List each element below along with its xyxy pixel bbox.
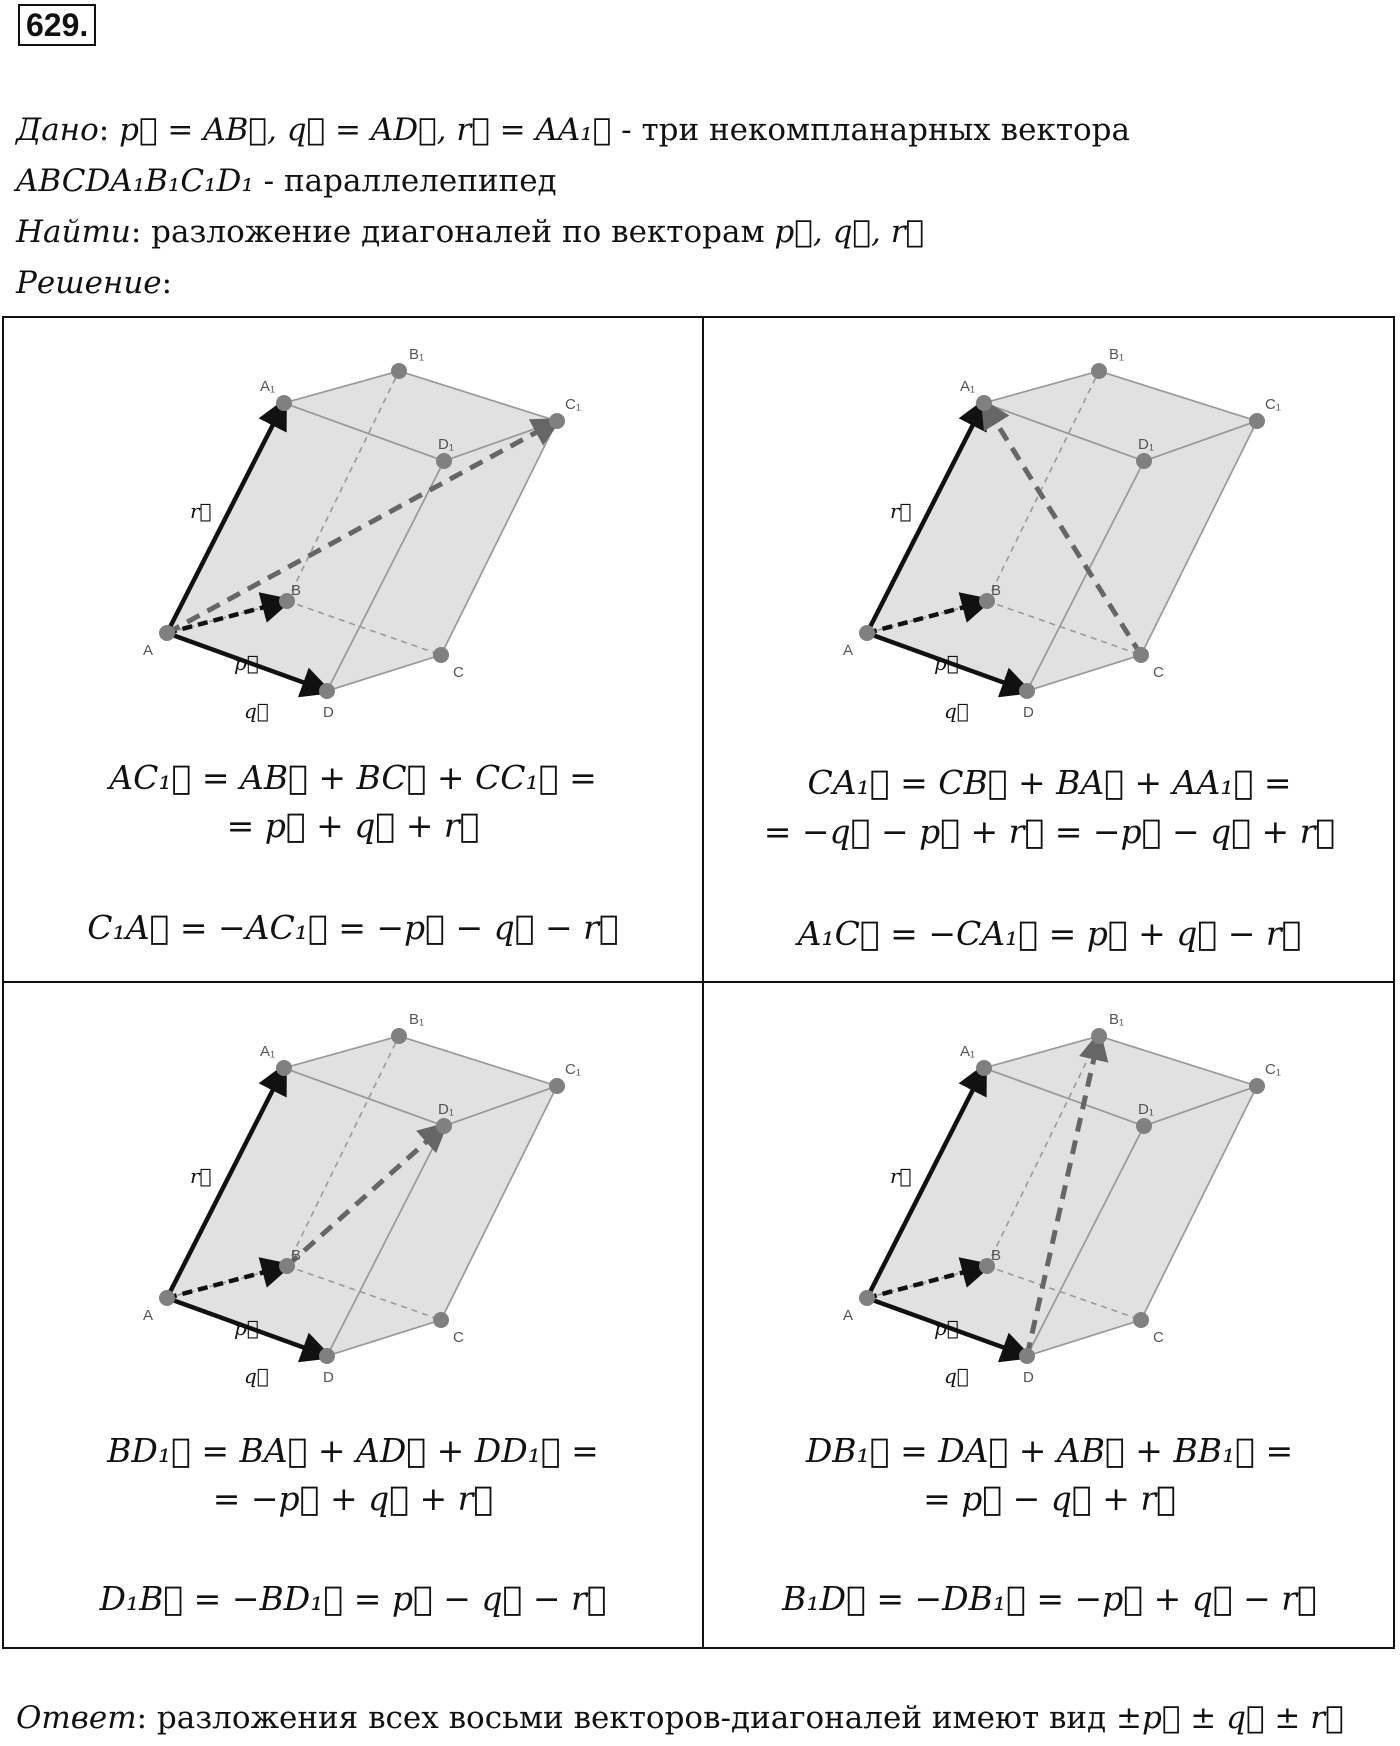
vertex-d1 — [1136, 1118, 1152, 1134]
vertex-label-c: C — [453, 1329, 464, 1346]
solution-label: Решение — [16, 265, 162, 301]
given-label: Дано — [16, 112, 99, 148]
vertex-label-a1: A₁ — [260, 378, 276, 395]
cell-ca1 — [704, 318, 1395, 981]
vector-label-q: q⃗ — [944, 1364, 969, 1388]
equation-2: = p⃗ − q⃗ + r⃗ — [923, 1479, 1176, 1518]
vertex-d — [319, 683, 335, 699]
vertex-b1 — [391, 363, 407, 379]
given-text: - три некомпланарных вектора — [611, 112, 1130, 148]
equation-1: BD₁⃗ = BA⃗ + AD⃗ + DD₁⃗ = — [107, 1431, 599, 1470]
vertex-label-a: A — [143, 642, 154, 659]
vertex-label-b1: B₁ — [1109, 1011, 1125, 1028]
vertex-c — [433, 647, 449, 663]
vertex-c1 — [549, 413, 565, 429]
solid-expression: ABCDA₁B₁C₁D₁ — [16, 163, 254, 199]
solution-table — [2, 316, 1395, 1649]
vertex-a — [859, 1290, 875, 1306]
find-text: : разложение диагоналей по векторам — [130, 214, 775, 250]
vertex-label-a1: A₁ — [960, 378, 976, 395]
equation-3: A₁C⃗ = −CA₁⃗ = p⃗ + q⃗ − r⃗ — [797, 914, 1302, 953]
vector-label-p: p⃗ — [934, 1316, 959, 1340]
vector-label-p: p⃗ — [234, 1316, 259, 1340]
cell-db1 — [704, 983, 1395, 1647]
vertex-a — [159, 1290, 175, 1306]
equation-2: = −p⃗ + q⃗ + r⃗ — [212, 1479, 494, 1518]
vertex-a1 — [976, 395, 992, 411]
vertex-label-c1: C₁ — [1265, 396, 1281, 413]
vertex-label-d: D — [1023, 704, 1034, 721]
vertex-label-c: C — [453, 664, 464, 681]
vertex-d1 — [436, 1118, 452, 1134]
vector-label-p: p⃗ — [234, 651, 259, 675]
vertex-c — [1133, 1312, 1149, 1328]
solution-line: Решение: — [16, 265, 173, 301]
vertex-c1 — [1249, 413, 1265, 429]
vertex-c — [1133, 647, 1149, 663]
vector-label-q: q⃗ — [244, 699, 269, 723]
vertex-label-b1: B₁ — [409, 346, 425, 363]
equation-3: C₁A⃗ = −AC₁⃗ = −p⃗ − q⃗ − r⃗ — [87, 908, 619, 947]
vertex-d1 — [1136, 453, 1152, 469]
vertex-label-b: B — [991, 582, 1002, 599]
answer-line — [16, 1700, 1344, 1736]
equation-2: = p⃗ + q⃗ + r⃗ — [226, 806, 480, 845]
vertex-label-b: B — [291, 582, 302, 599]
vector-label-r: r⃗ — [190, 499, 212, 523]
cell-bd1 — [4, 983, 702, 1647]
vertex-b1 — [1091, 363, 1107, 379]
vertex-label-d: D — [323, 1369, 334, 1386]
vertex-c — [433, 1312, 449, 1328]
vertex-c1 — [1249, 1078, 1265, 1094]
equation-3: D₁B⃗ = −BD₁⃗ = p⃗ − q⃗ − r⃗ — [99, 1579, 607, 1618]
find-expression: p⃗, q⃗, r⃗ — [774, 214, 925, 250]
vertex-label-b: B — [291, 1247, 302, 1264]
vertex-d1 — [436, 453, 452, 469]
vertex-b1 — [1091, 1028, 1107, 1044]
vector-label-r: r⃗ — [890, 499, 912, 523]
vertex-label-d1: D₁ — [1138, 1101, 1154, 1118]
vertex-label-a: A — [843, 1307, 854, 1324]
parallelepiped-figure-ca1 — [704, 318, 1395, 748]
vertex-label-b1: B₁ — [409, 1011, 425, 1028]
vertex-label-a1: A₁ — [260, 1043, 276, 1060]
given-line: Дано: p⃗ = AB⃗, q⃗ = AD⃗, r⃗ = AA₁⃗ - три некомпланарных вектора — [16, 112, 1130, 148]
equation-2: = −q⃗ − p⃗ + r⃗ = −p⃗ − q⃗ + r⃗ — [763, 812, 1336, 851]
parallelepiped-figure-ac1 — [4, 318, 702, 748]
equation-3: B₁D⃗ = −DB₁⃗ = −p⃗ + q⃗ − r⃗ — [782, 1579, 1317, 1618]
given-expression: p⃗ = AB⃗, q⃗ = AD⃗, r⃗ = AA₁⃗ — [119, 112, 612, 148]
vertex-label-c1: C₁ — [565, 396, 581, 413]
find-label: Найти — [16, 214, 131, 250]
vertex-label-c1: C₁ — [1265, 1061, 1281, 1078]
vertex-d — [1019, 683, 1035, 699]
vertex-label-d1: D₁ — [1138, 436, 1154, 453]
vertex-b1 — [391, 1028, 407, 1044]
parallelepiped-figure-bd1 — [4, 983, 702, 1413]
vertex-c1 — [549, 1078, 565, 1094]
vertex-label-b: B — [991, 1247, 1002, 1264]
equation-1: DB₁⃗ = DA⃗ + AB⃗ + BB₁⃗ = — [805, 1431, 1294, 1470]
solid-text: - параллелепипед — [253, 163, 557, 199]
find-line — [16, 214, 924, 250]
parallelepiped-figure-db1 — [704, 983, 1395, 1413]
solid-line — [16, 163, 557, 199]
cell-ac1 — [4, 318, 702, 981]
problem-number: 629. — [18, 4, 96, 46]
answer-text: : разложения всех восьми векторов-диагоналей имеют вид — [136, 1700, 1117, 1736]
vertex-a1 — [276, 395, 292, 411]
vertex-a1 — [276, 1060, 292, 1076]
vertex-a — [159, 625, 175, 641]
equation-1: AC₁⃗ = AB⃗ + BC⃗ + CC₁⃗ = — [109, 758, 597, 797]
vertex-a — [859, 625, 875, 641]
vertex-label-a: A — [843, 642, 854, 659]
vertex-label-c: C — [1153, 1329, 1164, 1346]
vertex-d — [1019, 1348, 1035, 1364]
vertex-label-a: A — [143, 1307, 154, 1324]
vertex-label-d1: D₁ — [438, 436, 454, 453]
vertex-label-c1: C₁ — [565, 1061, 581, 1078]
vertex-label-c: C — [1153, 664, 1164, 681]
vector-label-q: q⃗ — [244, 1364, 269, 1388]
vertex-a1 — [976, 1060, 992, 1076]
vector-label-p: p⃗ — [934, 651, 959, 675]
equation-1: CA₁⃗ = CB⃗ + BA⃗ + AA₁⃗ = — [807, 763, 1292, 802]
vector-label-q: q⃗ — [944, 699, 969, 723]
vertex-d — [319, 1348, 335, 1364]
vertex-label-a1: A₁ — [960, 1043, 976, 1060]
answer-label: Ответ — [16, 1700, 137, 1736]
vertex-label-b1: B₁ — [1109, 346, 1125, 363]
vertex-label-d: D — [1023, 1369, 1034, 1386]
answer-expression: ±p⃗ ± q⃗ ± r⃗ — [1116, 1700, 1344, 1736]
vertex-label-d: D — [323, 704, 334, 721]
vector-label-r: r⃗ — [890, 1164, 912, 1188]
vertex-label-d1: D₁ — [438, 1101, 454, 1118]
vector-label-r: r⃗ — [190, 1164, 212, 1188]
